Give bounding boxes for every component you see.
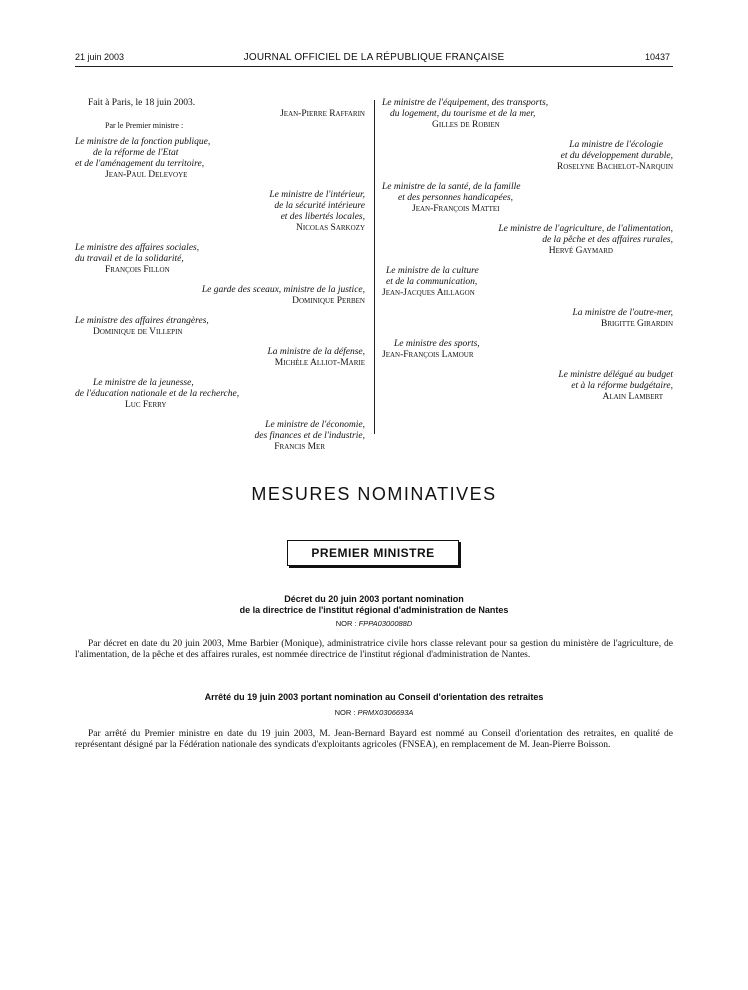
signature-block (75, 285, 365, 307)
minister-title-line: de la sécurité intérieure (274, 201, 365, 211)
signature-block (75, 378, 365, 411)
minister-title-line: du travail et de la solidarité, (75, 254, 184, 264)
decret-nor (0, 619, 748, 628)
signature-block (382, 182, 673, 215)
minister-title-line: et des libertés locales, (280, 212, 365, 222)
minister-title-line: Le ministre de l'économie, (265, 420, 365, 430)
minister-title-line: et de la communication, (386, 277, 478, 287)
header-rule (75, 66, 673, 67)
signatory-name: Brigitte Girardin (601, 319, 673, 329)
signatory-name: Nicolas Sarkozy (296, 223, 365, 233)
signatures-right-column (382, 98, 673, 412)
signature-block (75, 190, 365, 234)
nor-code: FPPA0300088D (358, 619, 413, 628)
signature-block (382, 140, 673, 173)
decret-title-line: de la directrice de l'institut régional d'administration de Nantes (239, 605, 509, 615)
signature-block (75, 420, 365, 453)
par-premier-ministre: Par le Premier ministre : (105, 121, 184, 130)
signatory-name: Roselyne Bachelot-Narquin (556, 162, 673, 172)
signatory-name: Francis Mer (274, 442, 325, 452)
signatory-name: Gilles de Robien (432, 120, 500, 130)
nor-label: NOR : (335, 619, 359, 628)
signatory-name: François Fillon (105, 265, 170, 275)
minister-title-line: La ministre de l'écologie (569, 140, 663, 150)
signatory-name: Alain Lambert (602, 392, 663, 402)
ministry-box-title: PREMIER MINISTRE (287, 540, 459, 566)
minister-title-line: Le ministre de l'agriculture, de l'alimentation, (498, 224, 673, 234)
nor-code: PRMX0306693A (357, 708, 414, 717)
signature-block (382, 98, 673, 131)
signatory-name: Jean-François Mattei (412, 204, 500, 214)
signatory-name: Dominique de Villepin (93, 327, 183, 337)
minister-title-line: Le ministre des affaires sociales, (75, 243, 200, 253)
signatory-name: Hervé Gaymard (548, 246, 613, 256)
minister-title-line: Le ministre de l'équipement, des transports, (382, 98, 549, 108)
minister-title-line: Le ministre de l'intérieur, (269, 190, 365, 200)
signatory-name: Jean-Paul Delevoye (105, 170, 188, 180)
minister-title-line: et de l'aménagement du territoire, (75, 159, 205, 169)
minister-title-line: Le ministre des sports, (394, 339, 480, 349)
signature-block (382, 266, 673, 299)
minister-title-line: et du développement durable, (560, 151, 673, 161)
signatory-name: Jean-François Lamour (382, 350, 474, 360)
arrete-title: Arrêté du 19 juin 2003 portant nomination au Conseil d'orientation des retraites (204, 692, 544, 702)
signature-block (382, 370, 673, 403)
minister-title-line: et à la réforme budgétaire, (571, 381, 673, 391)
decret-title-line: Décret du 20 juin 2003 portant nomination (284, 594, 464, 604)
page-number: 10437 (644, 52, 670, 62)
minister-title-line: du logement, du tourisme et de la mer, (390, 109, 536, 119)
signatory-name: Jean-Pierre Raffarin (280, 109, 365, 119)
minister-title-line: de la pêche et des affaires rurales, (542, 235, 673, 245)
signature-block (382, 339, 673, 361)
arrete-text: Par arrêté du Premier ministre en date du 19 juin 2003, M. Jean-Bernard Bayard est nommé au Conseil d'orientation des retraites, en qualité de représentant désigné par la Fédération nationale des syndicats d'exploitants agricoles (FNSEA), en remplacement de M. Jean-Pierre Boisson. (75, 729, 673, 750)
nor-label: NOR : (334, 708, 358, 717)
minister-title-line: Le ministre délégué au budget (558, 370, 673, 380)
signatures-left-column (75, 98, 365, 462)
minister-title-line: Le garde des sceaux, ministre de la justice, (201, 285, 365, 295)
arrete-nor (0, 708, 748, 717)
signature-block (75, 243, 365, 276)
minister-title-line: La ministre de l'outre-mer, (572, 308, 673, 318)
minister-title-line: Le ministre de la santé, de la famille (382, 182, 521, 192)
column-divider (374, 100, 375, 434)
signature-block (75, 316, 365, 338)
signature-block (382, 308, 673, 330)
minister-title-line: de la réforme de l'Etat (93, 148, 179, 158)
signature-block-pm (75, 98, 365, 131)
minister-title-line: La ministre de la défense, (267, 347, 365, 357)
minister-title-line: Le ministre de la culture (386, 266, 479, 276)
header-date: 21 juin 2003 (75, 52, 125, 62)
minister-title-line: Le ministre de la fonction publique, (75, 137, 211, 147)
minister-title-line: des finances et de l'industrie, (254, 431, 365, 441)
signatory-name: Jean-Jacques Aillagon (382, 288, 475, 298)
minister-title-line: et des personnes handicapées, (398, 193, 514, 203)
signatory-name: Michèle Alliot-Marie (274, 358, 365, 368)
minister-title-line: Le ministre des affaires étrangères, (75, 316, 209, 326)
fait-a-paris: Fait à Paris, le 18 juin 2003. (88, 98, 196, 108)
minister-title-line: de l'éducation nationale et de la recherche, (75, 389, 240, 399)
signatory-name: Dominique Perben (292, 296, 365, 306)
signatory-name: Luc Ferry (125, 400, 167, 410)
signature-block (75, 347, 365, 369)
journal-title: JOURNAL OFFICIEL DE LA RÉPUBLIQUE FRANÇAISE (243, 52, 505, 63)
decret-text: Par décret en date du 20 juin 2003, Mme Barbier (Monique), administratrice civile hors classe relevant pour sa gestion du ministère de l'agriculture, de l'alimentation, de la pêche et des affaires rurales, est nommée directrice de l'institut régional d'administration de Nantes. (75, 639, 673, 660)
section-title: MESURES NOMINATIVES (251, 484, 497, 504)
decret-title (0, 594, 748, 616)
signature-block (382, 224, 673, 257)
signature-block (75, 137, 365, 181)
minister-title-line: Le ministre de la jeunesse, (93, 378, 194, 388)
